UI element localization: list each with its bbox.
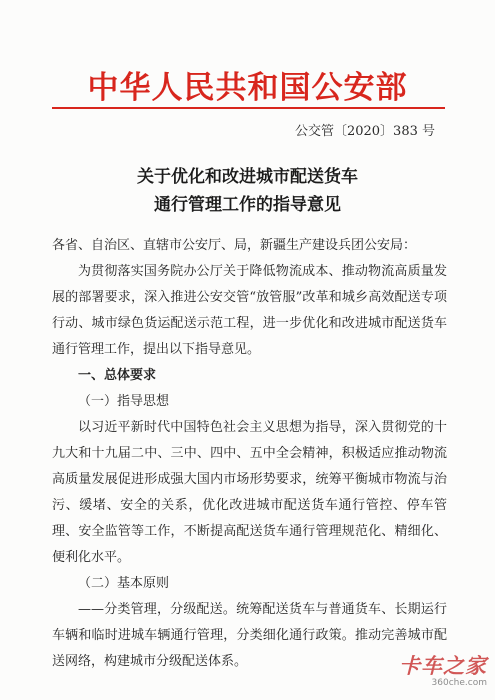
title-line-1: 关于优化和改进城市配送货车 [137,167,358,187]
addressee: 各省、自治区、直辖市公安厅、局，新疆生产建设兵团公安局： [52,238,417,253]
subsection-text-1: 以习近平新时代中国特色社会主义思想为指导，深入贯彻党的十九大和十九届二中、三中、四中、五中全会精神，积极适应推动物流高质量发展促进形成强大国内市场形势要求，统筹平衡城市物流与治污、缓堵、安全的关系，优化改进城市配送货车通行管控、停车管理、安全监管等工作，不断提高配送货车通行管理规范化、精细化、便利化水平。 [52,420,447,565]
red-divider [52,107,445,109]
section-heading-1: 一、总体要求 [78,368,157,383]
watermark-logo: 卡车之家 [399,654,487,678]
intro-paragraph: 为贯彻落实国务院办公厅关于降低物流成本、推动物流高质量发展的部署要求，深入推进公安交管“放管服”改革和城乡高效配送专项行动、城市绿色货运配送示范工程，进一步优化和改进城市配送货车通行管理工作，提出以下指导意见。 [52,264,447,357]
subsection-heading-2: （二）基本原则 [78,576,170,591]
title-line-2: 通行管理工作的指导意见 [154,195,341,215]
document-body [52,233,447,675]
subsection-text-2: ——分类管理，分级配送。统筹配送货车与普通货车、长期运行车辆和临时进城车辆通行管理，分类细化通行政策。推动完善城市配送网络，构建城市分级配送体系。 [52,602,447,669]
watermark-url: 360che.com [431,678,487,688]
document-number: 公交管〔2020〕383 号 [294,124,435,139]
issuer-header: 中华人民共和国公安部 [87,70,408,106]
subsection-heading-1: （一）指导思想 [78,394,170,409]
document-title [0,163,495,219]
watermark [367,650,487,694]
